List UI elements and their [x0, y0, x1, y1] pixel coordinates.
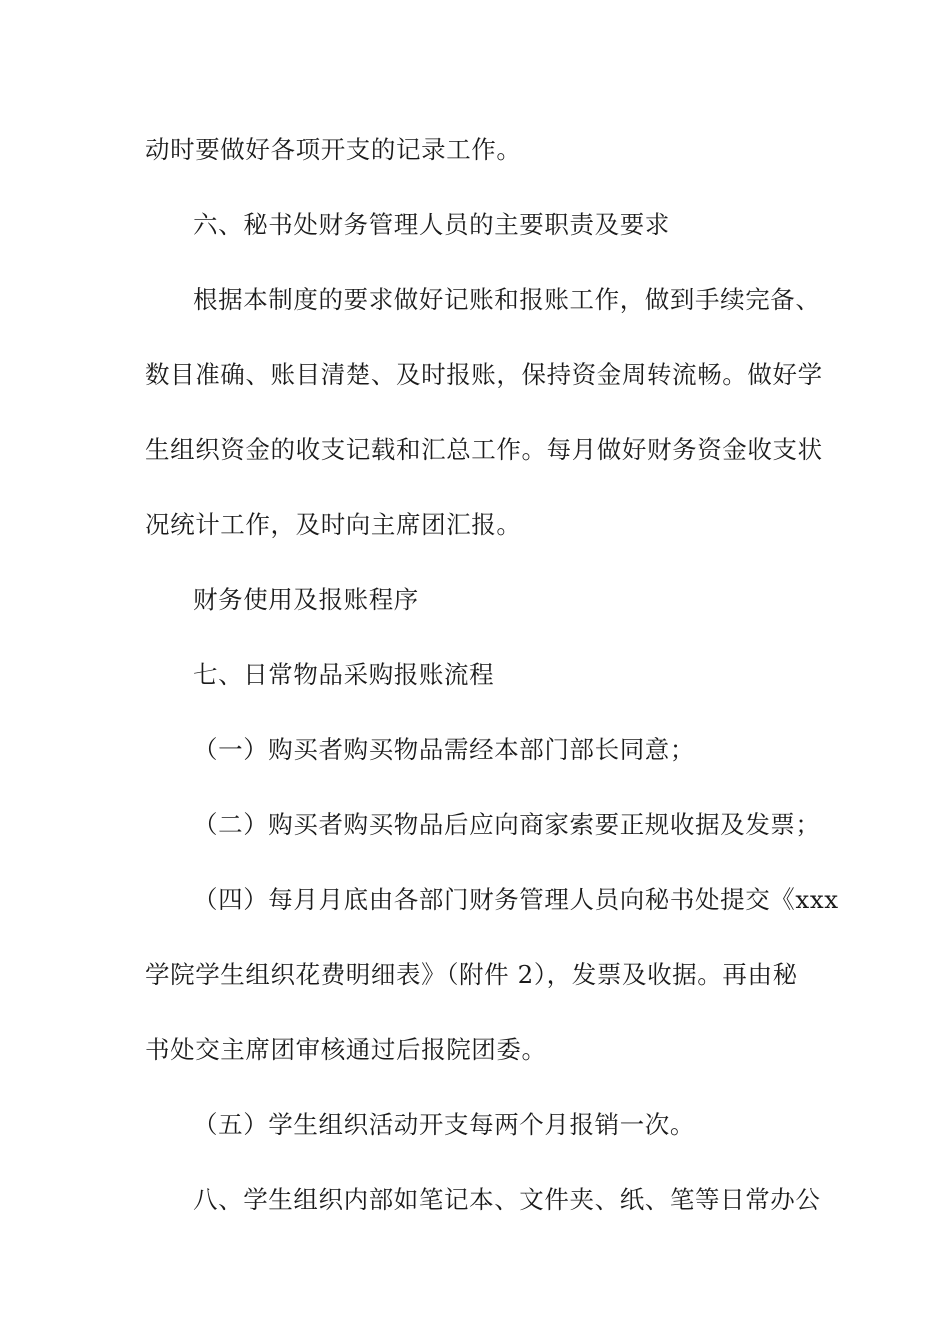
list-item-2: （二）购买者购买物品后应向商家索要正规收据及发票；: [193, 810, 821, 839]
subheading-finance-procedure: 财务使用及报账程序: [193, 585, 419, 614]
section-heading-7: 七、日常物品采购报账流程: [193, 660, 495, 689]
section-heading-6: 六、秘书处财务管理人员的主要职责及要求: [193, 210, 670, 239]
list-item-1: （一）购买者购买物品需经本部门部长同意；: [193, 735, 695, 764]
body-text-line: 生组织资金的收支记载和汇总工作。每月做好财务资金收支状: [145, 435, 823, 464]
list-item-5: （五）学生组织活动开支每两个月报销一次。: [193, 1110, 695, 1139]
body-text-line: 学院学生组织花费明细表》（附件 2），发票及收据。再由秘: [145, 960, 798, 989]
section-heading-8: 八、学生组织内部如笔记本、文件夹、纸、笔等日常办公: [193, 1185, 821, 1214]
list-item-4: （四）每月月底由各部门财务管理人员向秘书处提交《xxx: [193, 885, 839, 914]
body-text-line: 根据本制度的要求做好记账和报账工作，做到手续完备、: [193, 285, 821, 314]
body-text-line: 动时要做好各项开支的记录工作。: [145, 135, 522, 164]
body-text-line: 数目准确、账目清楚、及时报账，保持资金周转流畅。做好学: [145, 360, 823, 389]
body-text-line: 况统计工作，及时向主席团汇报。: [145, 510, 522, 539]
body-text-line: 书处交主席团审核通过后报院团委。: [145, 1035, 547, 1064]
